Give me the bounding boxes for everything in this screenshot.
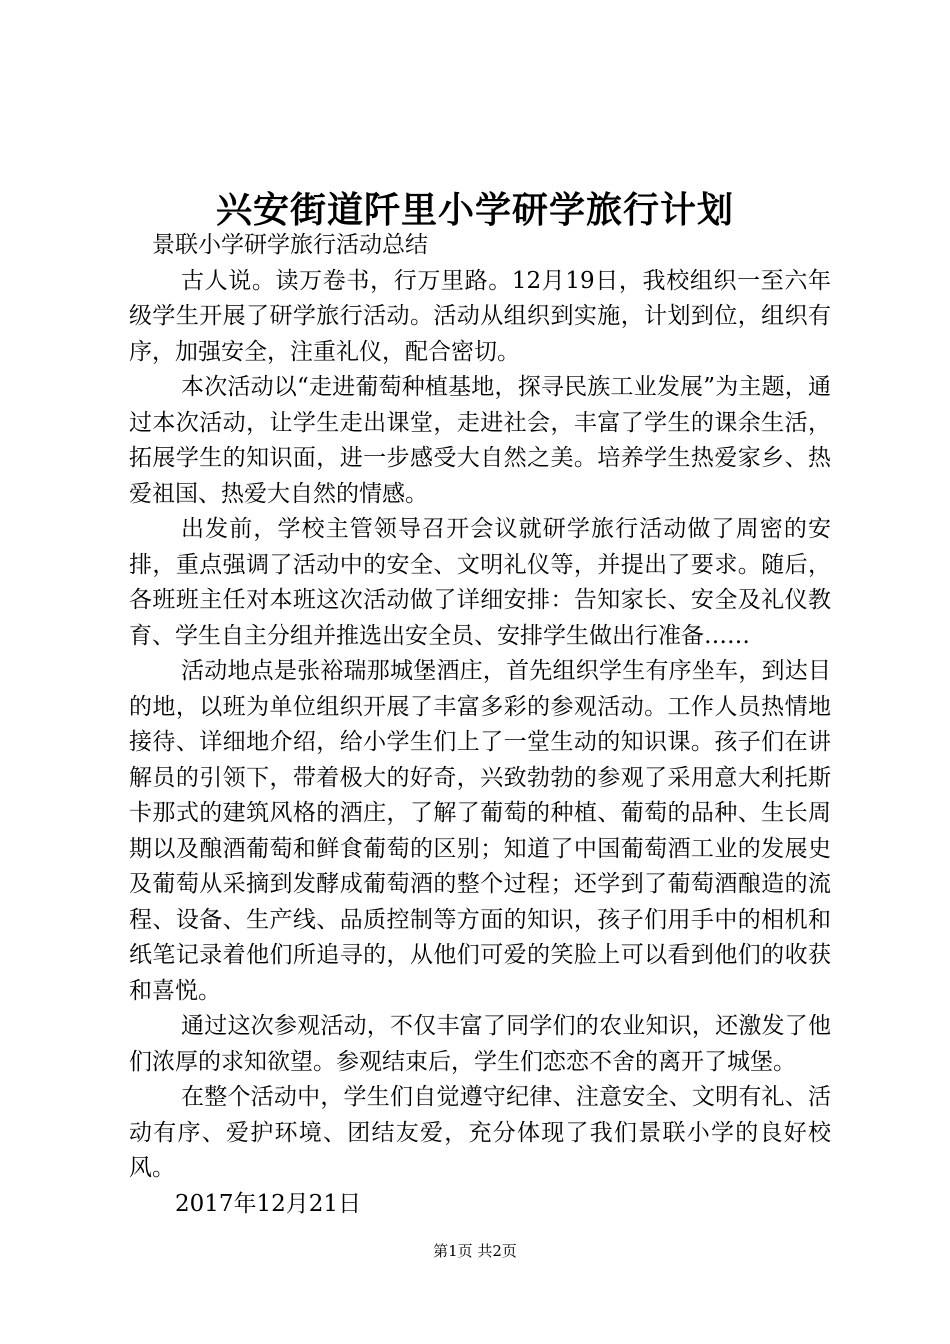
paragraph-1: 古人说。读万卷书，行万里路。12月19日，我校组织一至六年级学生开展了研学旅行活动。活动从组织到实施，计划到位，组织有序，加强安全，注重礼仪，配合密切。 bbox=[129, 267, 831, 365]
paragraph-4: 活动地点是张裕瑞那城堡酒庄，首先组织学生有序坐车，到达目的地，以班为单位组织开展了丰富多彩的参观活动。工作人员热情地接待、详细地介绍，给小学生们上了一堂生动的知识课。孩子们在讲解员的引领下，带着极大的好奇，兴致勃勃的参观了采用意大利托斯卡那式的建筑风格的酒庄，了解了葡萄的种植、葡萄的品种、生长周期以及酿酒葡萄和鲜食葡萄的区别；知道了中国葡萄酒工业的发展史及葡萄从采摘到发酵成葡萄酒的整个过程；还学到了葡萄酒酿造的流程、设备、生产线、品质控制等方面的知识，孩子们用手中的相机和纸笔记录着他们所追寻的，从他们可爱的笑脸上可以看到他们的收获和喜悦。 bbox=[129, 658, 831, 1004]
paragraph-6: 在整个活动中，学生们自觉遵守纪律、注意安全、文明有礼、活动有序、爱护环境、团结友爱，充分体现了我们景联小学的良好校风。 bbox=[129, 1084, 831, 1181]
page-title: 兴安街道阡里小学研学旅行计划 bbox=[215, 189, 734, 231]
paragraph-5: 通过这次参观活动，不仅丰富了同学们的农业知识，还激发了他们浓厚的求知欲望。参观结束后，学生们恋恋不舍的离开了城堡。 bbox=[129, 1013, 831, 1075]
document-date: 2017年12月21日 bbox=[175, 1190, 362, 1217]
document-subtitle: 景联小学研学旅行活动总结 bbox=[152, 232, 428, 258]
document-body bbox=[129, 228, 831, 1222]
page-number-footer: 第1页 共2页 bbox=[433, 1242, 517, 1260]
paragraph-3: 出发前，学校主管领导召开会议就研学旅行活动做了周密的安排，重点强调了活动中的安全、文明礼仪等，并提出了要求。随后，各班班主任对本班这次活动做了详细安排：告知家长、安全及礼仪教育、学生自主分组并推选出安全员、安排学生做出行准备…… bbox=[129, 516, 831, 649]
paragraph-2: 本次活动以“走进葡萄种植基地，探寻民族工业发展”为主题，通过本次活动，让学生走出课堂，走进社会，丰富了学生的课余生活，拓展学生的知识面，进一步感受大自然之美。培养学生热爱家乡、热爱祖国、热爱大自然的情感。 bbox=[129, 374, 831, 507]
